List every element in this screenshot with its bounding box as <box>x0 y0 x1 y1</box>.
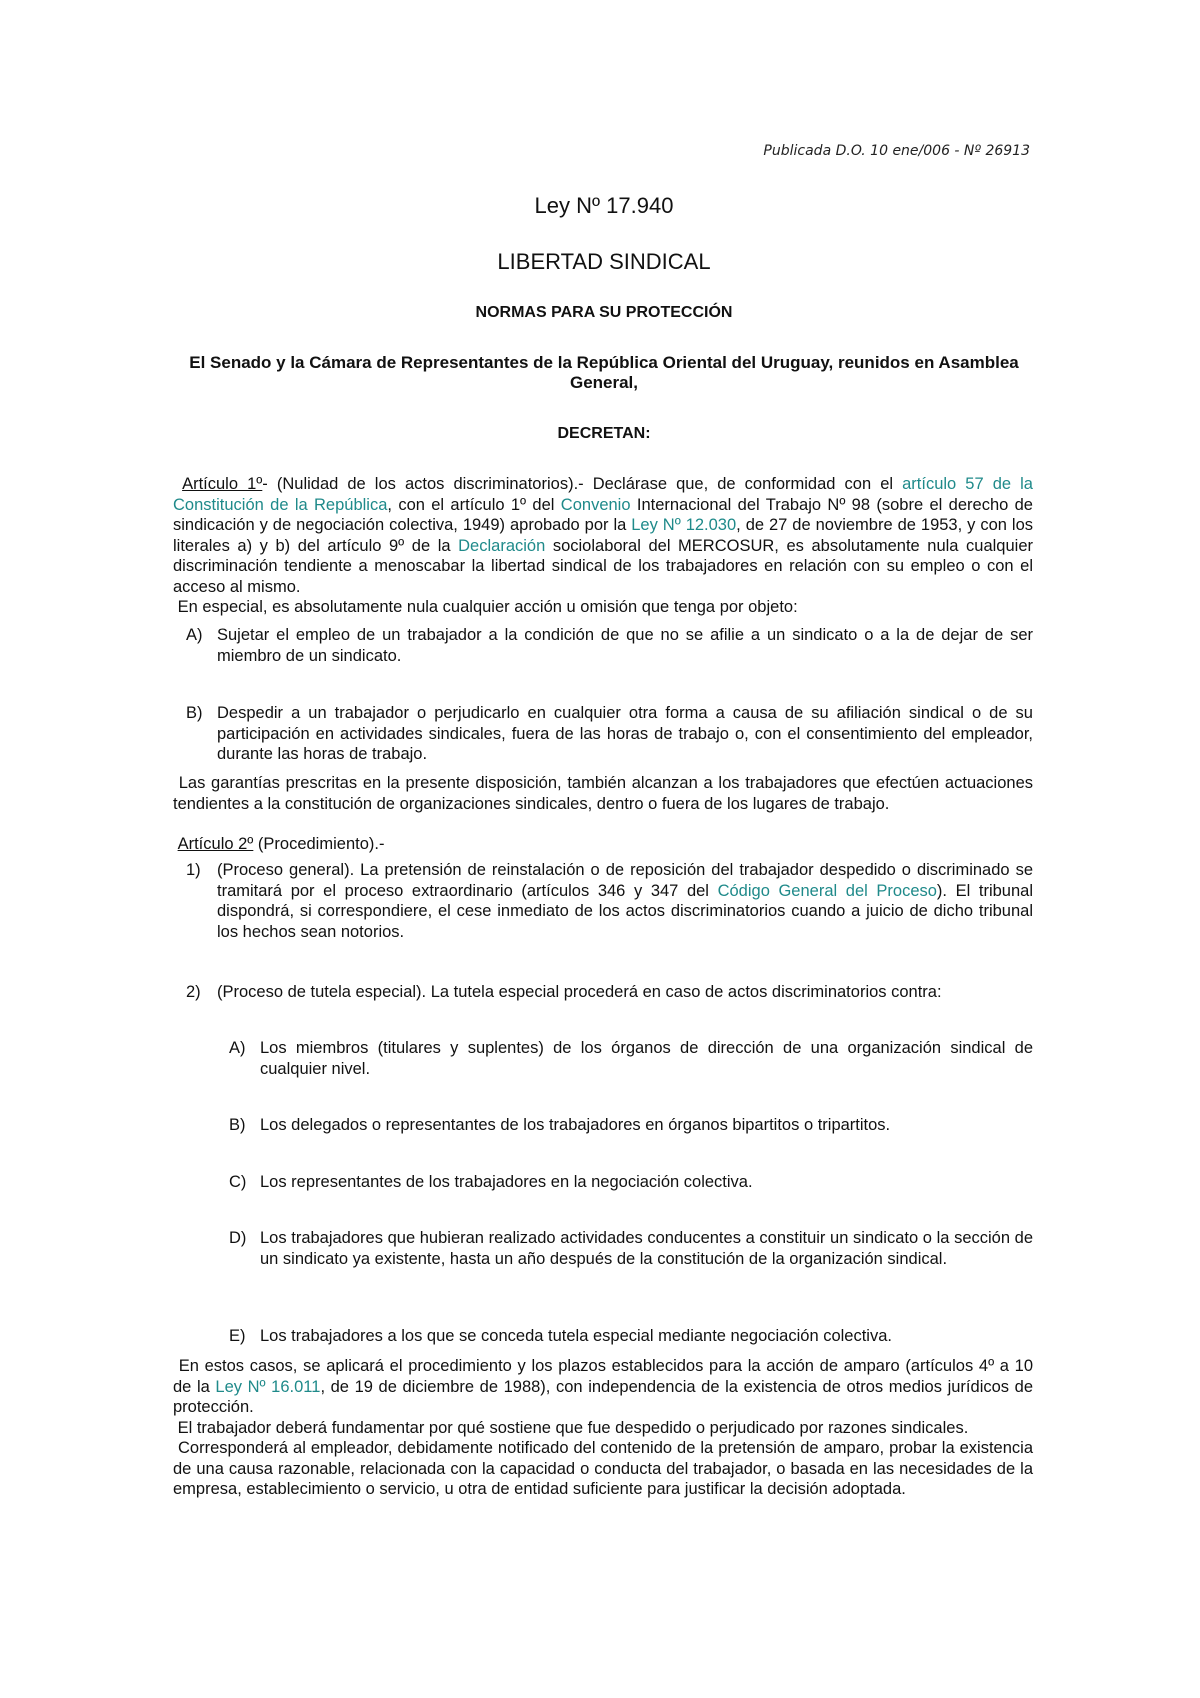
publication-note: Publicada D.O. 10 ene/006 - Nº 26913 <box>763 143 1030 159</box>
law-number: Ley Nº 17.940 <box>534 193 674 218</box>
sub-list-item: B) Los delegados o representantes de los trabajadores en órganos bipartitos o tripartitos. <box>229 1116 891 1134</box>
sub-list-item: A) Los miembros (titulares y suplentes) de los órganos de dirección de una organización sindical de cualquier nivel. <box>229 1039 1033 1078</box>
article-2-heading: Artículo 2º <box>177 835 254 853</box>
article-1-garantias: Las garantías prescritas en la presente disposición, también alcanzan a los trabajadores que efectúen actuaciones tendientes a la constitución de organizaciones sindicales, dentro o fuera de los lugares de trabajo. <box>173 774 1033 813</box>
list-item: 2) (Proceso de tutela especial). La tutela especial procederá en caso de actos discriminatorios contra: <box>186 983 942 1001</box>
sub-list-item: E) Los trabajadores a los que se conceda tutela especial mediante negociación colectiva. <box>229 1327 892 1345</box>
decretan-heading: DECRETAN: <box>557 425 651 442</box>
article-2-closing: En estos casos, se aplicará el procedimiento y los plazos establecidos para la acción de amparo (artículos 4º a 10 de la Ley Nº 16.011, de 19 de diciembre de 1988), con independencia de la existencia de otros medios jurídicos de protección. El trabajador deberá fundamentar por qué sostiene que fue despedido o perjudicado por razones sindicales. Corresponderá al empleador, debidamente notificado del contenido de la pretensión de amparo, probar la existencia de una causa razonable, relacionada con la capacidad o conducta del trabajador, o basada en las necesidades de la empresa, establecimiento o servicio, u otra de entidad suficiente para justificar la decisión adoptada. <box>173 1357 1033 1498</box>
law-title: LIBERTAD SINDICAL <box>497 249 711 274</box>
link-codigo-general-proceso[interactable]: Código General del Proceso <box>717 881 937 900</box>
list-item: A) Sujetar el empleo de un trabajador a la condición de que no se afilie a un sindicato o a la de dejar de ser miembro de un sindicato. <box>186 626 1033 665</box>
link-ley-16011[interactable]: Ley Nº 16.011 <box>215 1377 321 1396</box>
article-2-heading-line: Artículo 2º (Procedimiento).- <box>177 835 385 853</box>
preamble: El Senado y la Cámara de Representantes de la República Oriental del Uruguay, reunidos en Asamblea General, <box>189 353 1019 392</box>
sub-list-item: D) Los trabajadores que hubieran realizado actividades conducentes a constituir un sindicato o la sección de un sindicato ya existente, hasta un año después de la constitución de la organización sindical. <box>229 1229 1033 1268</box>
list-item: 1) (Proceso general). La pretensión de reinstalación o de reposición del trabajador despedido o discriminado se tramitará por el proceso extraordinario (artículos 346 y 347 del Código General del Proceso). El tribunal dispondrá, si correspondiere, el cese inmediato de los actos discriminatorios cuando a juicio de dicho tribunal los hechos sean notorios. <box>186 861 1033 941</box>
link-ley-12030[interactable]: Ley Nº 12.030 <box>631 516 737 534</box>
link-declaracion[interactable]: Declaración <box>458 536 546 555</box>
article-1-paragraph: Artículo 1º- (Nulidad de los actos discriminatorios).- Declárase que, de conformidad con el artículo 57 de la Constitución de la República, con el artículo 1º del Convenio Internacional del Trabajo Nº 98 (sobre el derecho de sindicación y de negociación colectiva, 1949) aprobado por la Ley Nº 12.030, de 27 de noviembre de 1953, y con los literales a) y b) del artículo 9º de la Declaración sociolaboral del MERCOSUR, es absolutamente nula cualquier discriminación tendiente a menoscabar la libertad sindical de los trabajadores en relación con su empleo o con el acceso al mismo. En especial, es absolutamente nula cualquier acción u omisión que tenga por objeto: <box>173 475 1034 616</box>
link-convenio[interactable]: Convenio <box>560 495 631 514</box>
article-1-heading: Artículo 1º <box>182 475 263 493</box>
link-constitucion[interactable]: artículo 57 de la Constitución de la República <box>173 475 1033 514</box>
list-item: B) Despedir a un trabajador o perjudicarlo en cualquier otra forma a causa de su afiliación sindical o de su participación en actividades sindicales, fuera de las horas de trabajo o, con el consentimiento del empleador, durante las horas de trabajo. <box>186 704 1033 763</box>
law-subtitle: NORMAS PARA SU PROTECCIÓN <box>475 304 733 321</box>
article-1-especial: En especial, es absolutamente nula cualquier acción u omisión que tenga por objeto: <box>177 598 798 616</box>
sub-list-item: C) Los representantes de los trabajadores en la negociación colectiva. <box>229 1173 753 1191</box>
